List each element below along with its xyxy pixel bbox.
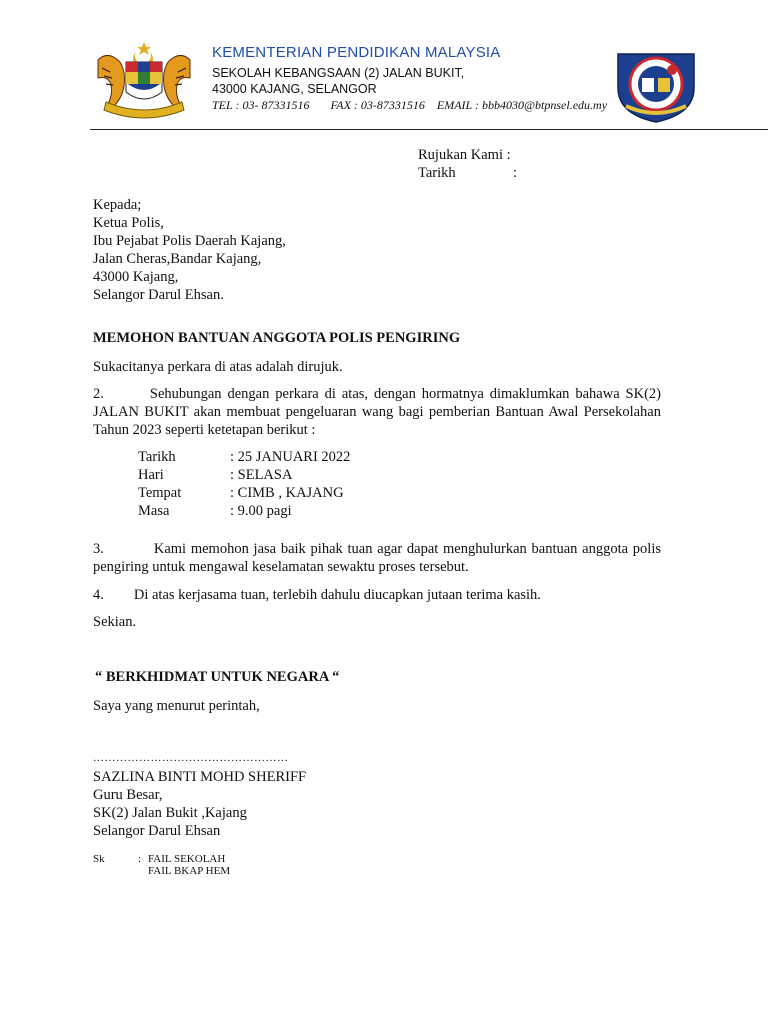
detail-label: Tempat (138, 485, 182, 501)
school-badge-icon (612, 48, 700, 124)
detail-value: : CIMB , KAJANG (230, 485, 344, 501)
contact-line (212, 98, 607, 113)
signature-block (93, 768, 306, 840)
signature-dots: …………………………………………… (93, 752, 289, 764)
sk-label: Sk (93, 853, 105, 865)
details-block (0, 449, 768, 529)
fax: FAX : 03-87331516 (330, 98, 425, 112)
recipient-line: Ibu Pejabat Polis Daerah Kajang, (93, 233, 286, 249)
paragraph-2-text: Sehubungan dengan perkara di atas, dengan hormatnya dimaklumkan bahawa SK(2) JALAN BUKIT akan membuat pengeluaran wang bagi pemberian Bantuan Awal Persekolahan Tahun 2023 seperti ketetapan berikut : (93, 386, 661, 438)
paragraph-3 (93, 540, 661, 576)
motto: “ BERKHIDMAT UNTUK NEGARA “ (95, 669, 340, 685)
header-divider (90, 129, 768, 130)
recipient-line: Kepada; (93, 197, 142, 213)
school-name: SEKOLAH KEBANGSAAN (2) JALAN BUKIT, (212, 66, 465, 80)
recipient-line: Ketua Polis, (93, 215, 164, 231)
recipient-line: Jalan Cheras,Bandar Kajang, (93, 251, 262, 267)
reference-rujukan: Rujukan Kami : (418, 147, 511, 163)
coat-of-arms-icon (88, 40, 200, 122)
closing: Sekian. (93, 614, 137, 630)
tel: TEL : 03- 87331516 (212, 98, 310, 112)
signatory-school: SK(2) Jalan Bukit ,Kajang (93, 805, 247, 821)
signatory-name: SAZLINA BINTI MOHD SHERIFF (93, 769, 307, 785)
paragraph-1: Sukacitanya perkara di atas adalah dirujuk. (93, 359, 343, 375)
paragraph-2-number: 2. (93, 386, 104, 402)
paragraph-3-number: 3. (93, 541, 104, 557)
paragraph-4-text: Di atas kerjasama tuan, terlebih dahulu diucapkan jutaan terima kasih. (133, 587, 541, 603)
detail-label: Hari (138, 467, 164, 483)
email: EMAIL : bbb4030@btpnsel.edu.my (436, 98, 608, 112)
detail-label: Tarikh (138, 449, 176, 465)
sk-colon: : (138, 853, 142, 865)
sk-item: FAIL SEKOLAH (148, 853, 226, 865)
paragraph-2 (93, 385, 661, 439)
sk-item: FAIL BKAP HEM (148, 865, 231, 877)
ministry-name: KEMENTERIAN PENDIDIKAN MALAYSIA (212, 44, 501, 61)
sk-list (148, 853, 230, 877)
subject: MEMOHON BANTUAN ANGGOTA POLIS PENGIRING (93, 330, 461, 346)
paragraph-4-number: 4. (93, 587, 104, 603)
recipient-block (93, 196, 286, 304)
paragraph-4 (93, 586, 541, 604)
school-address: 43000 KAJANG, SELANGOR (212, 82, 377, 96)
detail-value: : 25 JANUARI 2022 (230, 449, 351, 465)
detail-value: : SELASA (230, 467, 293, 483)
recipient-line: 43000 Kajang, (93, 269, 179, 285)
saya-line: Saya yang menurut perintah, (93, 698, 260, 714)
reference-tarikh-label: Tarikh (418, 165, 456, 181)
detail-label: Masa (138, 503, 170, 519)
detail-value: : 9.00 pagi (230, 503, 292, 519)
signatory-title: Guru Besar, (93, 787, 163, 803)
recipient-line: Selangor Darul Ehsan. (93, 287, 224, 303)
reference-tarikh-colon: : (513, 165, 518, 181)
paragraph-3-text: Kami memohon jasa baik pihak tuan agar dapat menghulurkan bantuan anggota polis pengiring untuk mengawal keselamatan sewaktu proses tersebut. (93, 541, 661, 575)
signatory-state: Selangor Darul Ehsan (93, 823, 221, 839)
